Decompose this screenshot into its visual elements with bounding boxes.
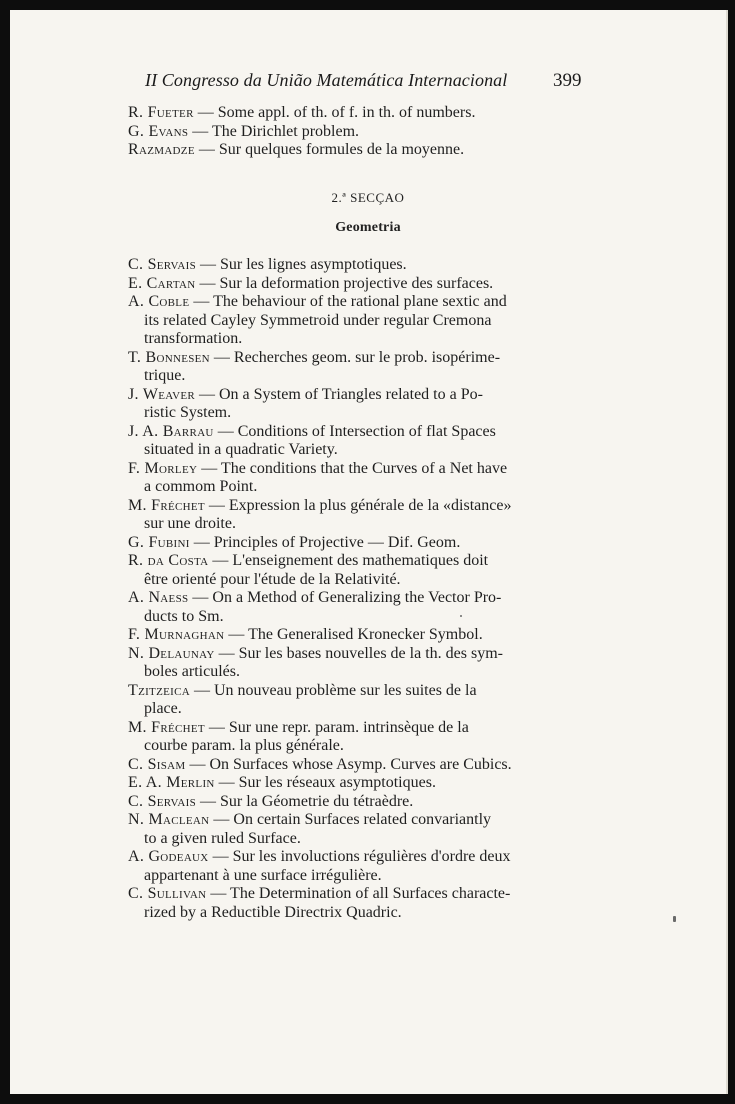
bibliography-entry bbox=[128, 885, 586, 922]
entry-author: R. Fueter bbox=[128, 104, 194, 121]
entry-first-line bbox=[128, 626, 586, 645]
entry-continuation-line: transformation. bbox=[144, 330, 243, 347]
scan-speck bbox=[673, 916, 676, 922]
bibliography-entry bbox=[128, 256, 586, 275]
bibliography-entry bbox=[128, 719, 586, 756]
entry-first-line bbox=[128, 719, 586, 738]
entry-author: C. Servais bbox=[128, 792, 196, 810]
entry-author: N. Delaunay bbox=[128, 644, 215, 662]
entry-author: E. Cartan bbox=[128, 274, 196, 292]
entry-title: — Sur quelques formules de la moyenne. bbox=[194, 141, 465, 158]
entry-author: F. Morley bbox=[128, 459, 198, 477]
section-subtitle: Geometria bbox=[335, 220, 401, 235]
bibliography-entry bbox=[128, 423, 586, 460]
bibliography-entry bbox=[128, 848, 586, 885]
bibliography-entry bbox=[128, 682, 586, 719]
bibliography-entry bbox=[128, 589, 586, 626]
entry-first-line bbox=[128, 774, 586, 793]
entry-author: J. Weaver bbox=[128, 385, 195, 403]
entry-title: — The Determination of all Surfaces characte- bbox=[206, 885, 511, 902]
entry-title: — Some appl. of th. of f. in th. of numbers. bbox=[193, 104, 476, 121]
entry-first-line bbox=[128, 552, 586, 571]
entry-first-line bbox=[128, 885, 586, 904]
entry-title: — The Dirichlet problem. bbox=[188, 122, 360, 140]
entry-author: F. Murnaghan bbox=[128, 626, 225, 643]
entry-author: A. Godeaux bbox=[128, 848, 209, 865]
entry-title: — Conditions of Intersection of flat Spaces bbox=[213, 422, 496, 440]
entry-title: — Recherches geom. sur le prob. isopérime- bbox=[209, 348, 501, 366]
entry-author: M. Fréchet bbox=[128, 496, 205, 514]
entry-continuation-line: appartenant à une surface irrégulière. bbox=[144, 866, 382, 884]
bibliography-entry bbox=[128, 349, 586, 386]
entry-continuation-line: its related Cayley Symmetroid under regular Cremona bbox=[144, 311, 492, 329]
bibliography-entry bbox=[128, 497, 586, 534]
entry-author: N. Maclean bbox=[128, 811, 210, 828]
entry-first-line bbox=[128, 811, 586, 830]
entry-title: — Sur les réseaux asymptotiques. bbox=[214, 774, 436, 791]
entry-title: — The conditions that the Curves of a Net have bbox=[197, 459, 508, 477]
entry-continuation-line: trique. bbox=[144, 367, 186, 384]
entry-first-line bbox=[128, 756, 586, 775]
entry-first-line bbox=[128, 682, 586, 701]
entry-continuation-line: ducts to Sm. bbox=[144, 607, 224, 625]
bibliography-entry bbox=[128, 386, 586, 423]
entry-title: — Sur la Géometrie du tétraèdre. bbox=[196, 792, 414, 810]
entry-author: G. Evans bbox=[128, 122, 189, 140]
entry-first-line bbox=[128, 460, 586, 479]
bibliography-entry bbox=[128, 141, 586, 160]
bibliography-entry bbox=[128, 645, 586, 682]
scan-speck bbox=[460, 615, 462, 617]
entry-author: C. Servais bbox=[128, 256, 196, 273]
entry-title: — On Surfaces whose Asymp. Curves are Cubics. bbox=[185, 755, 512, 773]
entry-continuation-line: situated in a quadratic Variety. bbox=[144, 441, 338, 458]
entry-continuation-line: ristic System. bbox=[144, 404, 232, 421]
entry-first-line bbox=[128, 497, 586, 516]
entry-first-line bbox=[128, 423, 586, 442]
entry-title: — Sur les involuctions régulières d'ordre deux bbox=[208, 848, 511, 865]
entry-first-line bbox=[128, 386, 586, 405]
entry-author: J. A. Barrau bbox=[128, 422, 214, 440]
entry-first-line bbox=[128, 793, 586, 812]
entry-title: — Sur les bases nouvelles de la th. des sym- bbox=[214, 644, 503, 662]
entry-first-line bbox=[128, 534, 586, 553]
bibliography-entry bbox=[128, 626, 586, 645]
bibliography-entry bbox=[128, 756, 586, 775]
entry-author: A. Coble bbox=[128, 293, 190, 310]
entry-continuation-line: boles articulés. bbox=[144, 663, 240, 680]
entry-title: — L'enseignement des mathematiques doit bbox=[208, 552, 489, 569]
entry-author: Razmadze bbox=[128, 141, 195, 158]
entry-title: — On a Method of Generalizing the Vector Pro- bbox=[188, 589, 502, 606]
entry-title: — Sur la deformation projective des surfaces. bbox=[195, 274, 494, 292]
running-title: II Congresso da União Matemática Internacional bbox=[145, 70, 508, 90]
bibliography-entry bbox=[128, 275, 586, 294]
entry-author: R. da Costa bbox=[128, 552, 209, 569]
entry-continuation-line: sur une droite. bbox=[144, 515, 236, 532]
bibliography-entry bbox=[128, 534, 586, 553]
entry-first-line bbox=[128, 256, 586, 275]
bibliography-entry bbox=[128, 774, 586, 793]
entry-first-line bbox=[128, 645, 586, 664]
entry-continuation-line: to a given ruled Surface. bbox=[144, 829, 301, 847]
entry-continuation-line: place. bbox=[144, 700, 182, 717]
entry-first-line bbox=[128, 293, 586, 312]
entry-author: C. Sullivan bbox=[128, 885, 207, 902]
entry-title: — Expression la plus générale de la «distance» bbox=[204, 496, 512, 514]
entry-author: M. Fréchet bbox=[128, 718, 205, 736]
bibliography-entry bbox=[128, 793, 586, 812]
entry-author: Tzitzeica bbox=[128, 681, 190, 699]
bibliography-entry bbox=[128, 123, 586, 142]
bibliography-entry bbox=[128, 460, 586, 497]
entry-continuation-line: rized by a Reductible Directrix Quadric. bbox=[144, 903, 402, 921]
entry-first-line bbox=[128, 104, 586, 123]
page-number: 399 bbox=[553, 70, 582, 91]
bibliography-entry bbox=[128, 293, 586, 349]
page-header bbox=[10, 70, 726, 100]
entry-author: C. Sisam bbox=[128, 755, 186, 773]
entry-author: G. Fubini bbox=[128, 533, 190, 551]
entry-title: — On certain Surfaces related convariantly bbox=[209, 811, 492, 828]
bibliography-entry bbox=[128, 811, 586, 848]
entry-title: — Sur une repr. param. intrinsèque de la bbox=[204, 718, 469, 736]
entry-first-line bbox=[128, 589, 586, 608]
page-sheet bbox=[10, 10, 728, 1094]
entry-title: — On a System of Triangles related to a Po- bbox=[194, 385, 483, 403]
entry-first-line bbox=[128, 123, 586, 142]
entry-continuation-line: être orienté pour l'étude de la Relativité. bbox=[144, 570, 401, 588]
entry-first-line bbox=[128, 848, 586, 867]
entry-first-line bbox=[128, 275, 586, 294]
entry-title: — The Generalised Kronecker Symbol. bbox=[224, 626, 483, 643]
entry-title: — Principles of Projective — Dif. Geom. bbox=[189, 533, 461, 551]
entry-first-line bbox=[128, 141, 586, 160]
entry-author: T. Bonnesen bbox=[128, 348, 210, 366]
entry-title: — The behaviour of the rational plane sextic and bbox=[189, 293, 507, 310]
entry-continuation-line: courbe param. la plus générale. bbox=[144, 737, 344, 754]
section-heading: 2.ª SECÇAO bbox=[331, 190, 405, 205]
entry-author: A. Naess bbox=[128, 589, 189, 606]
entry-first-line bbox=[128, 349, 586, 368]
entry-title: — Sur les lignes asymptotiques. bbox=[196, 256, 407, 273]
entry-continuation-line: a commom Point. bbox=[144, 478, 258, 495]
bibliography-entry bbox=[128, 104, 586, 123]
entry-title: — Un nouveau problème sur les suites de la bbox=[189, 681, 477, 699]
bibliography-entry bbox=[128, 552, 586, 589]
entry-author: E. A. Merlin bbox=[128, 774, 215, 791]
